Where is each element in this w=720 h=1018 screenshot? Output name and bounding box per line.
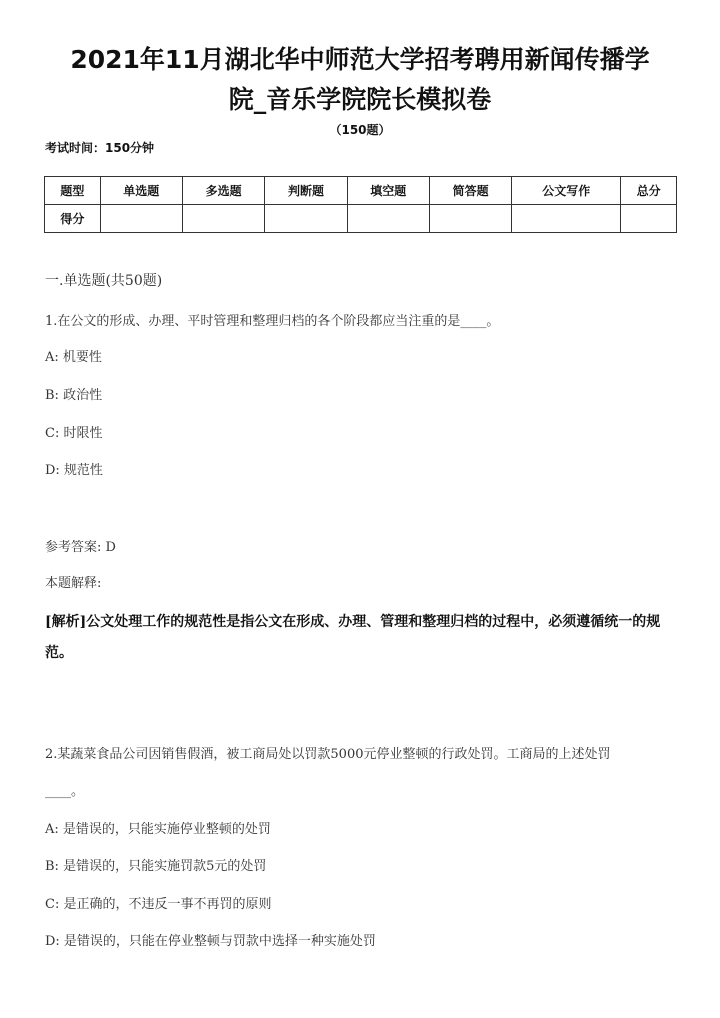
score-cell: [265, 205, 347, 233]
question-2-option-c: C: 是正确的，不违反一事不再罚的原则: [45, 897, 272, 912]
question-1-stem: 1.在公文的形成、办理、平时管理和整理归档的各个阶段都应当注重的是____。: [45, 314, 500, 329]
question-2-option-b: B: 是错误的，只能实施罚款5元的处罚: [45, 859, 267, 874]
section-title: 一.单选题(共50题): [45, 273, 163, 289]
title-line-2: 院_音乐学院院长模拟卷: [228, 85, 492, 114]
score-table: [44, 176, 677, 233]
question-2-stem-line-1: 2.某蔬菜食品公司因销售假酒，被工商局处以罚款5000元停业整顿的行政处罚。工商局的上述处罚: [45, 747, 611, 762]
header-cell: 公文写作: [512, 177, 621, 205]
question-1-option-d: D: 规范性: [45, 463, 103, 478]
question-1-option-b: B: 政治性: [45, 388, 103, 403]
question-2-option-a: A: 是错误的，只能实施停业整顿的处罚: [45, 822, 271, 837]
header-cell: 填空题: [347, 177, 429, 205]
score-table-header-row: [45, 177, 677, 205]
question-1-answer: 参考答案: D: [45, 540, 116, 555]
header-cell: 判断题: [265, 177, 347, 205]
header-cell: 多选题: [182, 177, 264, 205]
question-2-option-d: D: 是错误的，只能在停业整顿与罚款中选择一种实施处罚: [45, 934, 376, 949]
header-cell: 总分: [621, 177, 677, 205]
header-cell: 单选题: [100, 177, 182, 205]
score-cell: [100, 205, 182, 233]
question-count: （150题）: [329, 123, 391, 137]
question-1-explain-label: 本题解释:: [45, 576, 102, 591]
title-line-1: 2021年11月湖北华中师范大学招考聘用新闻传播学: [70, 45, 650, 74]
score-cell: [429, 205, 511, 233]
question-1-explanation: [解析]公文处理工作的规范性是指公文在形成、办理、管理和整理归档的过程中，必须遵循统一的规范。: [45, 614, 661, 661]
question-2-stem-line-2: ____。: [45, 784, 85, 799]
row-label-cell: 得分: [45, 205, 101, 233]
document-title: [0, 40, 720, 120]
question-1-option-a: A: 机要性: [45, 350, 102, 365]
score-cell: [512, 205, 621, 233]
score-cell: [621, 205, 677, 233]
exam-time: 考试时间：150分钟: [45, 141, 155, 155]
score-cell: [347, 205, 429, 233]
question-1-option-c: C: 时限性: [45, 426, 103, 441]
score-cell: [182, 205, 264, 233]
header-cell: 题型: [45, 177, 101, 205]
header-cell: 简答题: [429, 177, 511, 205]
score-table-score-row: [45, 205, 677, 233]
